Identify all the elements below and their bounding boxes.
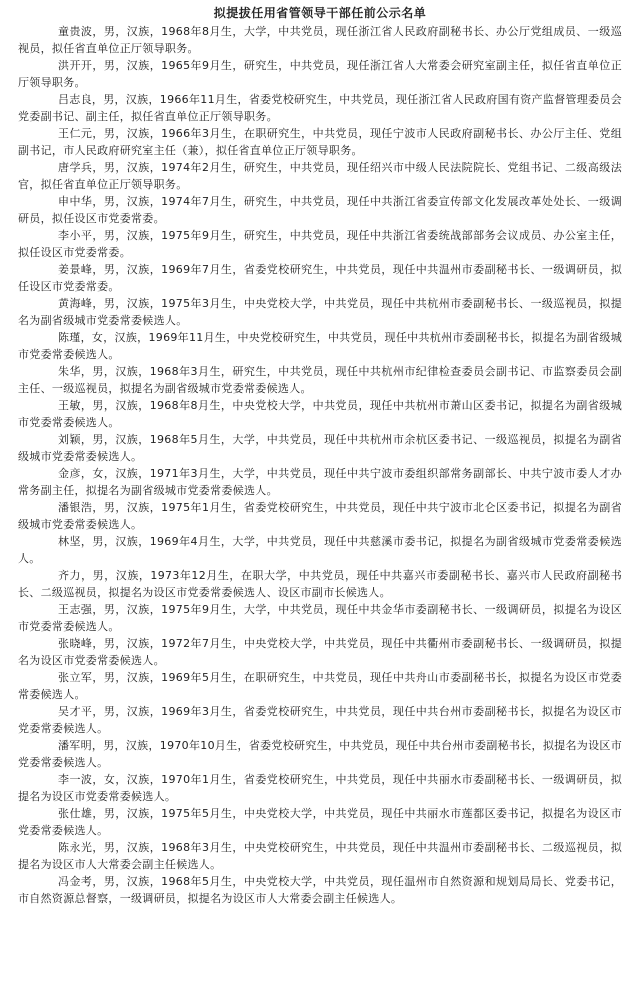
candidate-entry: 朱华，男，汉族，1968年3月生，研究生，中共党员，现任中共杭州市纪律检查委员会副书记、市监察委员会副主任、一级巡视员，拟提名为副省级城市党委常委候选人。 <box>18 365 622 395</box>
candidate-entry: 李一波，女，汉族，1970年1月生，省委党校研究生，中共党员，现任中共丽水市委副秘书长、一级调研员，拟提名为设区市党委常委候选人。 <box>18 773 622 803</box>
candidate-entry: 陈瑾，女，汉族，1969年11月生，中央党校研究生，中共党员，现任中共杭州市委副秘书长，拟提名为副省级城市党委常委候选人。 <box>18 331 622 361</box>
candidate-entry: 冯金考，男，汉族，1968年5月生，中央党校大学，中共党员，现任温州市自然资源和规划局局长、党委书记，市自然资源总督察，一级调研员，拟提名为设区市人大常委会副主任候选人。 <box>18 875 622 905</box>
candidate-entry: 童贵波，男，汉族，1968年8月生，大学，中共党员，现任浙江省人民政府副秘书长、办公厅党组成员、一级巡视员，拟任省直单位正厅领导职务。 <box>18 25 622 55</box>
candidate-entry: 刘颖，男，汉族，1968年5月生，大学，中共党员，现任中共杭州市余杭区委书记、一级巡视员，拟提名为副省级城市党委常委候选人。 <box>18 433 622 463</box>
candidate-entry: 姜景峰，男，汉族，1969年7月生，省委党校研究生，中共党员，现任中共温州市委副秘书长、一级调研员，拟任设区市党委常委。 <box>18 263 622 293</box>
candidate-entry: 黄海峰，男，汉族，1975年3月生，中央党校大学，中共党员，现任中共杭州市委副秘书长、一级巡视员，拟提名为副省级城市党委常委候选人。 <box>18 297 622 327</box>
document-title: 拟提拔任用省管领导干部任前公示名单 <box>213 6 427 20</box>
candidate-entry: 申中华，男，汉族，1974年7月生，研究生，中共党员，现任中共浙江省委宣传部文化发展改革处处长、一级调研员，拟任设区市党委常委。 <box>18 195 622 225</box>
candidate-entry: 洪开开，男，汉族，1965年9月生，研究生，中共党员，现任浙江省人大常委会研究室副主任，拟任省直单位正厅领导职务。 <box>18 59 622 89</box>
candidate-entry: 齐力，男，汉族，1973年12月生，在职大学，中共党员，现任中共嘉兴市委副秘书长、嘉兴市人民政府副秘书长、二级巡视员，拟提名为设区市党委常委候选人、设区市副市长候选人。 <box>18 569 622 599</box>
candidate-entry: 张立军，男，汉族，1969年5月生，在职研究生，中共党员，现任中共舟山市委副秘书长，拟提名为设区市党委常委候选人。 <box>18 671 622 701</box>
candidate-entry: 林坚，男，汉族，1969年4月生，大学，中共党员，现任中共慈溪市委书记，拟提名为副省级城市党委常委候选人。 <box>18 535 622 565</box>
candidate-entry: 李小平，男，汉族，1975年9月生，研究生，中共党员，现任中共浙江省委统战部部务会议成员、办公室主任，拟任设区市党委常委。 <box>18 229 622 259</box>
candidate-entry: 王敏，男，汉族，1968年8月生，中央党校大学，中共党员，现任中共杭州市萧山区委书记，拟提名为副省级城市党委常委候选人。 <box>18 399 622 429</box>
candidate-entry: 吕志良，男，汉族，1966年11月生，省委党校研究生，中共党员，现任浙江省人民政府国有资产监督管理委员会党委副书记、副主任，拟任省直单位正厅领导职务。 <box>18 93 622 123</box>
candidate-entry: 吴才平，男，汉族，1969年3月生，省委党校研究生，中共党员，现任中共台州市委副秘书长，拟提名为设区市党委常委候选人。 <box>18 705 622 735</box>
candidate-entry: 王仁元，男，汉族，1966年3月生，在职研究生，中共党员，现任宁波市人民政府副秘书长、办公厅主任、党组副书记，市人民政府研究室主任（兼），拟任省直单位正厅领导职务。 <box>18 127 622 157</box>
candidate-entry: 陈永光，男，汉族，1968年3月生，中央党校研究生，中共党员，现任中共温州市委副秘书长、二级巡视员，拟提名为设区市人大常委会副主任候选人。 <box>18 841 622 871</box>
candidate-entry: 金彦，女，汉族，1971年3月生，大学，中共党员，现任中共宁波市委组织部常务副部长、中共宁波市委人才办常务副主任，拟提名为副省级城市党委常委候选人。 <box>18 467 622 497</box>
candidate-entry: 潘军明，男，汉族，1970年10月生，省委党校研究生，中共党员，现任中共台州市委副秘书长，拟提名为设区市党委常委候选人。 <box>18 739 622 769</box>
candidate-entry: 王志强，男，汉族，1975年9月生，大学，中共党员，现任中共金华市委副秘书长、一级调研员，拟提名为设区市党委常委候选人。 <box>18 603 622 633</box>
candidate-entry: 唐学兵，男，汉族，1974年2月生，研究生，中共党员，现任绍兴市中级人民法院院长、党组书记、二级高级法官，拟任省直单位正厅领导职务。 <box>18 161 622 191</box>
candidate-list <box>18 23 622 907</box>
candidate-entry: 潘银浩，男，汉族，1975年1月生，省委党校研究生，中共党员，现任中共宁波市北仑区委书记，拟提名为副省级城市党委常委候选人。 <box>18 501 622 531</box>
candidate-entry: 张仕雄，男，汉族，1975年5月生，中央党校大学，中共党员，现任中共丽水市莲都区委书记，拟提名为设区市党委常委候选人。 <box>18 807 622 837</box>
candidate-entry: 张晓峰，男，汉族，1972年7月生，中央党校大学，中共党员，现任中共衢州市委副秘书长、一级调研员，拟提名为设区市党委常委候选人。 <box>18 637 622 667</box>
